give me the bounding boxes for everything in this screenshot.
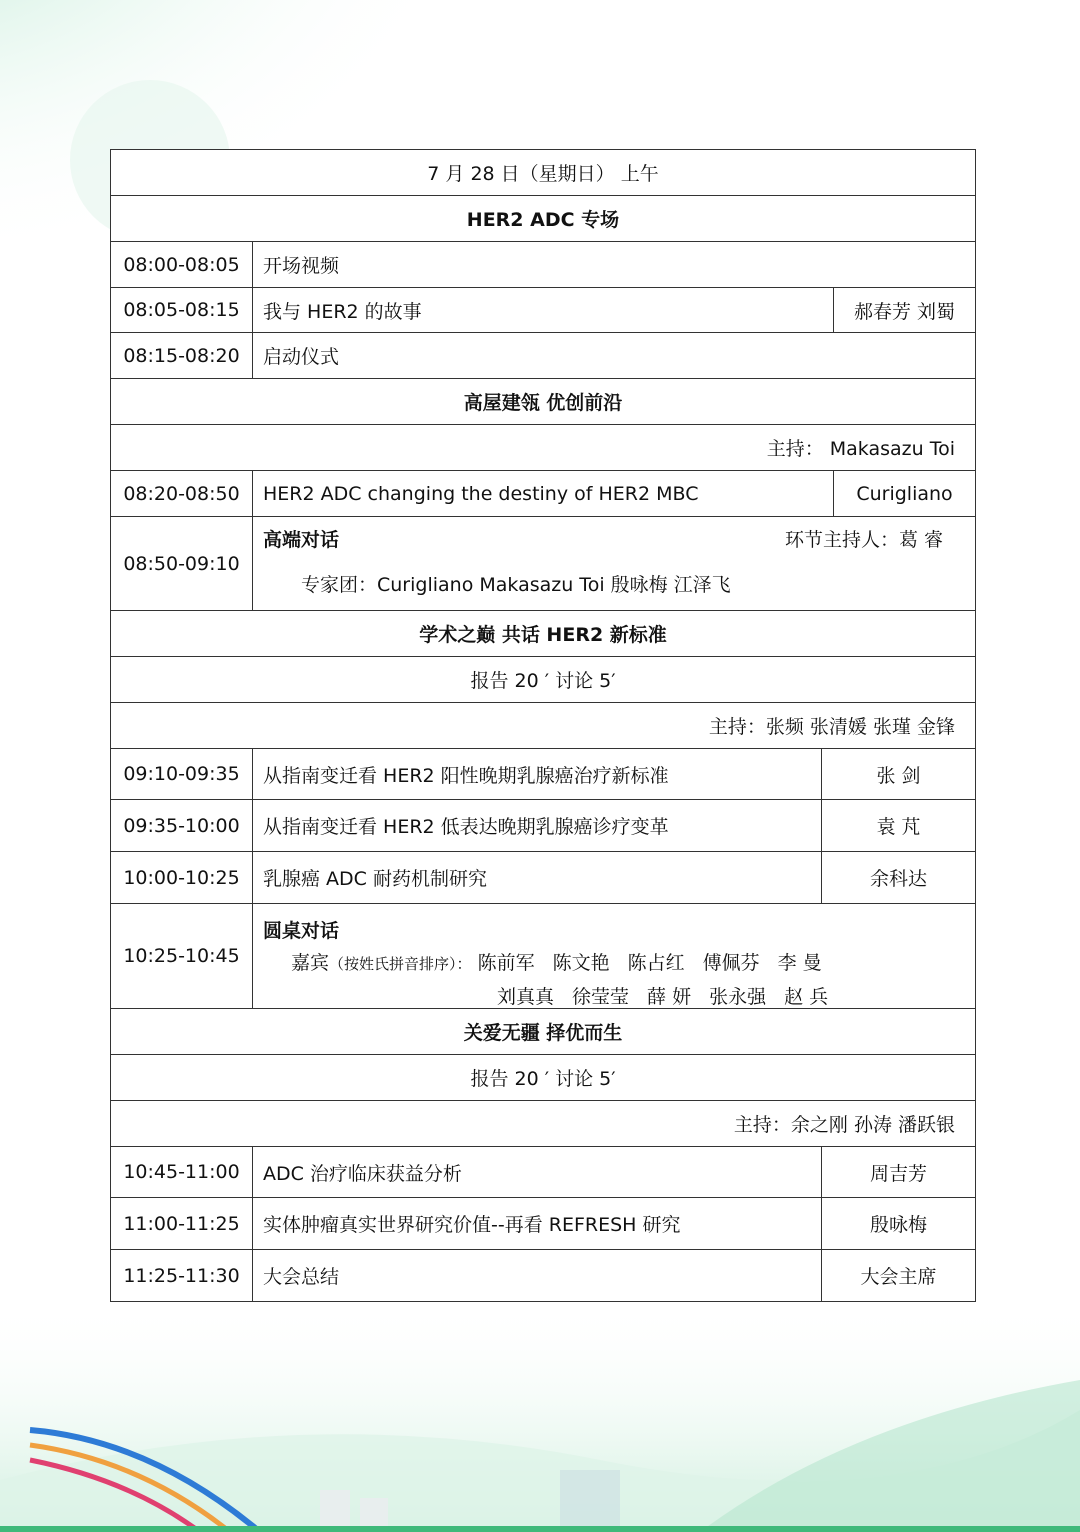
section-title: 学术之巅 共话 HER2 新标准 <box>419 624 667 646</box>
table-row <box>111 799 975 851</box>
time-cell: 08:00-08:05 <box>111 242 253 287</box>
time-cell: 09:35-10:00 <box>111 800 253 851</box>
dialogue-host: 环节主持人：葛 睿 <box>784 529 943 551</box>
topic-cell: 实体肿瘤真实世界研究价值--再看 REFRESH 研究 <box>263 1214 681 1236</box>
date-label: 7 月 28 日（星期日） 上午 <box>427 163 659 185</box>
topic-cell: 乳腺癌 ADC 耐药机制研究 <box>263 868 487 890</box>
topic-cell: 从指南变迁看 HER2 低表达晚期乳腺癌诊疗变革 <box>263 816 669 838</box>
table-row <box>111 1146 975 1197</box>
table-row <box>111 287 975 332</box>
time-cell: 08:05-08:15 <box>111 288 253 332</box>
guest-name: 徐莹莹 <box>572 986 630 1008</box>
guest-name: 李 曼 <box>777 952 822 974</box>
section-title: 关爱无疆 择优而生 <box>463 1022 623 1044</box>
speaker-cell: Curigliano <box>833 471 975 516</box>
dialogue-row <box>111 516 975 610</box>
speaker-cell: 郝春芳 刘蜀 <box>833 288 975 332</box>
table-row <box>111 1197 975 1249</box>
time-cell: 08:20-08:50 <box>111 471 253 516</box>
guest-name: 赵 兵 <box>784 986 829 1008</box>
section-title: 高屋建瓴 优创前沿 <box>463 392 623 414</box>
host-row <box>111 702 975 748</box>
topic-cell: 启动仪式 <box>263 346 340 368</box>
session-row <box>111 195 975 241</box>
format-label: 报告 20 ′ 讨论 5′ <box>470 670 616 692</box>
table-row <box>111 241 975 287</box>
topic-cell: 开场视频 <box>263 255 340 277</box>
table-row <box>111 851 975 903</box>
time-cell: 10:45-11:00 <box>111 1147 253 1197</box>
guest-name: 陈文艳 <box>552 952 610 974</box>
format-row <box>111 656 975 702</box>
host-label: 主持：张频 张清媛 张瑾 金锋 <box>708 716 955 738</box>
topic-cell: 大会总结 <box>263 1266 340 1288</box>
speaker-cell: 余科达 <box>821 852 975 903</box>
section-header <box>111 378 975 424</box>
table-row <box>111 470 975 516</box>
host-row <box>111 1100 975 1146</box>
time-cell: 10:25-10:45 <box>111 904 253 1008</box>
time-cell: 09:10-09:35 <box>111 749 253 799</box>
topic-cell: 从指南变迁看 HER2 阳性晚期乳腺癌治疗新标准 <box>263 764 669 787</box>
guest-name: 陈前军 <box>477 952 535 974</box>
table-row <box>111 1249 975 1301</box>
section-header <box>111 1008 975 1054</box>
topic-cell: ADC 治疗临床获益分析 <box>263 1162 462 1185</box>
host-label: 主持： Makasazu Toi <box>766 438 955 460</box>
table-row <box>111 332 975 378</box>
topic-cell: 我与 HER2 的故事 <box>263 300 422 323</box>
speaker-cell: 周吉芳 <box>821 1147 975 1197</box>
speaker-cell: 袁 芃 <box>821 800 975 851</box>
speaker-cell: 张 剑 <box>821 749 975 799</box>
dialogue-label: 高端对话 <box>263 529 340 551</box>
time-cell: 10:00-10:25 <box>111 852 253 903</box>
host-row <box>111 424 975 470</box>
guests-note: （按姓氏拼音排序）： <box>329 955 472 973</box>
guest-name: 傅佩芬 <box>702 952 760 974</box>
agenda-table <box>110 149 976 1302</box>
guest-name: 薛 妍 <box>647 986 692 1008</box>
guest-name: 张永强 <box>709 986 767 1008</box>
expert-panel: 专家团：Curigliano Makasazu Toi 殷咏梅 江泽飞 <box>301 574 731 596</box>
roundtable-cell <box>253 904 975 1008</box>
roundtable-row <box>111 903 975 1008</box>
format-label: 报告 20 ′ 讨论 5′ <box>470 1068 616 1090</box>
format-row <box>111 1054 975 1100</box>
guest-name: 刘真真 <box>497 986 555 1008</box>
section-header <box>111 610 975 656</box>
time-cell: 11:25-11:30 <box>111 1250 253 1301</box>
guest-line <box>497 982 965 1009</box>
time-cell: 08:15-08:20 <box>111 333 253 378</box>
dialogue-cell <box>253 517 975 610</box>
guest-line <box>291 948 965 975</box>
session-title: HER2 ADC 专场 <box>466 209 620 231</box>
guests-label: 嘉宾 <box>291 952 330 974</box>
table-row <box>111 748 975 799</box>
date-row <box>111 150 975 195</box>
topic-cell: HER2 ADC changing the destiny of HER2 MBC <box>263 482 699 505</box>
guest-name: 陈占红 <box>627 952 685 974</box>
host-label: 主持：余之刚 孙涛 潘跃银 <box>733 1114 955 1136</box>
roundtable-label: 圆桌对话 <box>263 920 340 942</box>
speaker-cell: 殷咏梅 <box>821 1198 975 1249</box>
time-cell: 08:50-09:10 <box>111 517 253 610</box>
time-cell: 11:00-11:25 <box>111 1198 253 1249</box>
speaker-cell: 大会主席 <box>821 1250 975 1301</box>
